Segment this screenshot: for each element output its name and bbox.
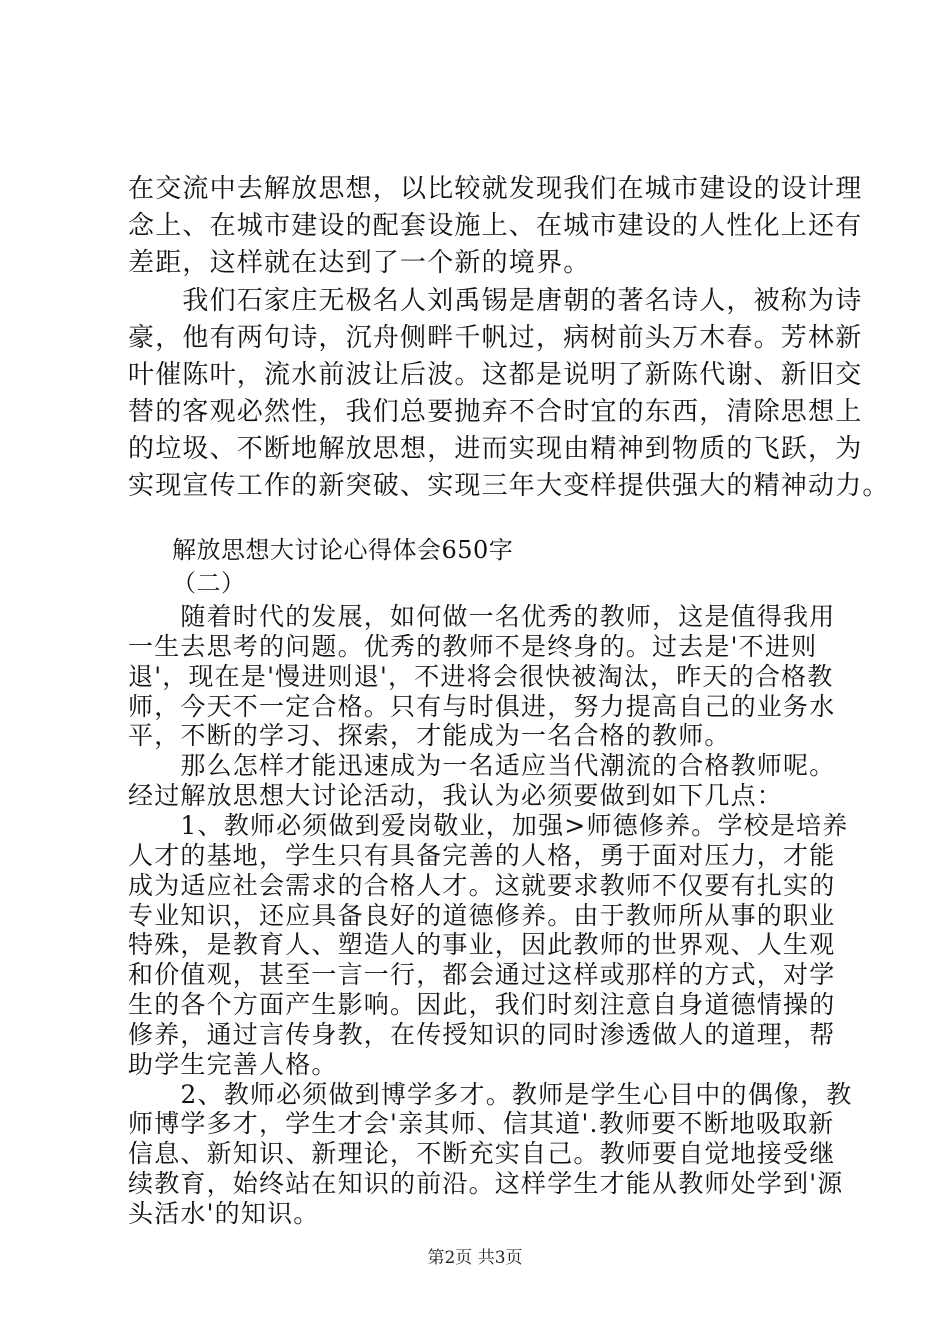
paragraph-line: 退'，现在是'慢进则退'，不进将会很快被淘汰，昨天的合格教 <box>128 661 834 691</box>
paragraph-line: 在交流中去解放思想，以比较就发现我们在城市建设的设计理 <box>128 174 863 204</box>
paragraph-line: 1、教师必须做到爱岗敬业，加强>师德修养。学校是培养 <box>128 810 849 840</box>
paragraph-line: 平，不断的学习、探索，才能成为一名合格的教师。 <box>128 721 731 751</box>
paragraph-line: 续教育，始终站在知识的前沿。这样学生才能从教师处学到'源 <box>128 1169 844 1199</box>
paragraph-line: 生的各个方面产生影响。因此，我们时刻注意自身道德情操的 <box>128 990 836 1020</box>
paragraph-line: 成为适应社会需求的合格人才。这就要求教师不仅要有扎实的 <box>128 870 836 900</box>
paragraph-line: 师，今天不一定合格。只有与时俱进，努力提高自己的业务水 <box>128 691 836 721</box>
paragraph-line: 的垃圾、不断地解放思想，进而实现由精神到物质的飞跃，为 <box>128 434 863 464</box>
paragraph-line: 豪，他有两句诗，沉舟侧畔千帆过，病树前头万木春。芳林新 <box>128 323 863 353</box>
paragraph-line: 念上、在城市建设的配套设施上、在城市建设的人性化上还有 <box>128 211 863 241</box>
paragraph-line: 助学生完善人格。 <box>128 1049 338 1079</box>
paragraph-line: 和价值观，甚至一言一行，都会通过这样或那样的方式，对学 <box>128 960 836 990</box>
paragraph-line: 师博学多才，学生才会'亲其师、信其道'.教师要不断地吸取新 <box>128 1109 835 1139</box>
paragraph-line: 经过解放思想大讨论活动，我认为必须要做到如下几点： <box>128 781 784 811</box>
paragraph-line: 那么怎样才能迅速成为一名适应当代潮流的合格教师呢。 <box>128 751 836 781</box>
paragraph-line: 人才的基地，学生只有具备完善的人格，勇于面对压力，才能 <box>128 840 836 870</box>
paragraph-line: 专业知识，还应具备良好的道德修养。由于教师所从事的职业 <box>128 900 836 930</box>
paragraph-line: 我们石家庄无极名人刘禹锡是唐朝的著名诗人，被称为诗 <box>128 286 863 316</box>
paragraph-line: 2、教师必须做到博学多才。教师是学生心目中的偶像，教 <box>128 1079 853 1109</box>
article-title: 解放思想大讨论心得体会650字 <box>172 536 514 564</box>
paragraph-line: 信息、新知识、新理论，不断充实自己。教师要自觉地接受继 <box>128 1139 836 1169</box>
page-footer: 第2页 共3页 <box>427 1248 523 1268</box>
paragraph-line: 一生去思考的问题。优秀的教师不是终身的。过去是'不进则 <box>128 631 818 661</box>
paragraph-line: 随着时代的发展，如何做一名优秀的教师，这是值得我用 <box>128 602 836 631</box>
paragraph-line: 实现宣传工作的新突破、实现三年大变样提供强大的精神动力。 <box>128 471 890 501</box>
paragraph-line: 替的客观必然性，我们总要抛弃不合时宜的东西，清除思想上 <box>128 397 863 427</box>
paragraph-line: 叶催陈叶，流水前波让后波。这都是说明了新陈代谢、新旧交 <box>128 360 863 390</box>
paragraph-line: 特殊，是教育人、塑造人的事业，因此教师的世界观、人生观 <box>128 930 836 960</box>
article-subtitle: （二） <box>172 569 246 597</box>
paragraph-line: 修养，通过言传身教，在传授知识的同时渗透做人的道理，帮 <box>128 1019 836 1049</box>
paragraph-line: 头活水'的知识。 <box>128 1199 320 1228</box>
paragraph-line: 差距，这样就在达到了一个新的境界。 <box>128 248 591 278</box>
